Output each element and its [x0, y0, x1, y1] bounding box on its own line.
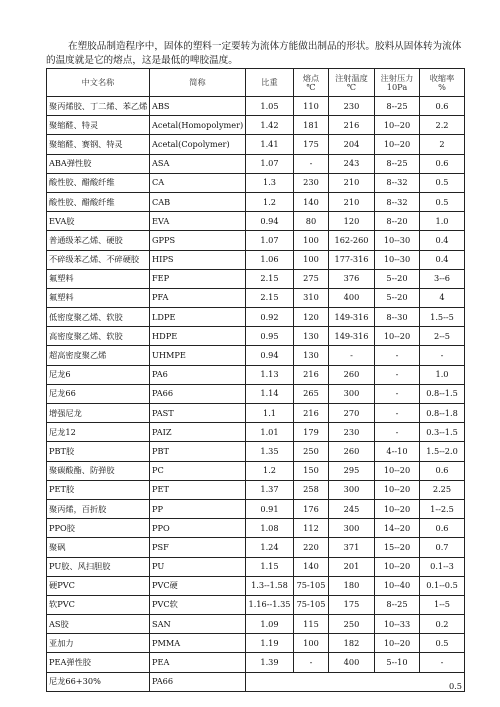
cell-shrinkage: 1--5 [420, 595, 465, 614]
cell-specific-gravity: 1.01 [246, 423, 294, 442]
cell-injection-temp: 245 [329, 499, 375, 518]
cell-injection-pressure: 10--20 [375, 557, 420, 576]
cell-abbr: PMMA [150, 634, 246, 653]
cell-melting-point: - [294, 653, 329, 672]
cell-shrinkage: 0.1--0.5 [420, 576, 465, 595]
cell-melting-point: 250 [294, 442, 329, 461]
header-shrinkage [420, 69, 465, 97]
header-specific-gravity: 比重 [246, 69, 294, 97]
cell-abbr: Acetal(Homopolymer) [150, 116, 246, 135]
cell-specific-gravity: 1.08 [246, 519, 294, 538]
cell-shrinkage: 0.5 [420, 173, 465, 192]
cell-shrinkage: 2.25 [420, 480, 465, 499]
cell-injection-temp: 210 [329, 173, 375, 192]
cell-melting-point: 80 [294, 212, 329, 231]
cell-injection-pressure: 5--10 [375, 653, 420, 672]
cell-melting-point: 75-105 [294, 595, 329, 614]
table-row [47, 173, 465, 192]
cell-injection-pressure: 5--20 [375, 269, 420, 288]
cell-shrinkage: 2.2 [420, 116, 465, 135]
table-row [47, 288, 465, 307]
cell-injection-temp: 250 [329, 615, 375, 634]
table-row [47, 365, 465, 384]
cell-name: PBT胶 [47, 442, 150, 461]
cell-shrinkage: 1--2.5 [420, 499, 465, 518]
cell-name: 聚缩醛、特灵 [47, 116, 150, 135]
table-row [47, 480, 465, 499]
cell-name: 聚砜 [47, 538, 150, 557]
cell-injection-temp: 400 [329, 288, 375, 307]
cell-specific-gravity: 0.94 [246, 212, 294, 231]
cell-specific-gravity: 1.16--1.35 [246, 595, 294, 614]
cell-name: 低密度聚乙烯、软胶 [47, 308, 150, 327]
cell-injection-pressure: 8--25 [375, 154, 420, 173]
table-row [47, 653, 465, 672]
cell-injection-pressure: - [375, 384, 420, 403]
table-row [47, 519, 465, 538]
cell-melting-point: 176 [294, 499, 329, 518]
cell-shrinkage: 0.3--1.5 [420, 423, 465, 442]
cell-injection-temp: 120 [329, 212, 375, 231]
table-row [47, 595, 465, 614]
cell-name: PEA弹性胶 [47, 653, 150, 672]
cell-injection-temp: 210 [329, 192, 375, 211]
cell-specific-gravity: 1.3 [246, 173, 294, 192]
cell-shrinkage: 0.7 [420, 538, 465, 557]
cell-specific-gravity: 1.3--1.58 [246, 576, 294, 595]
table-row [47, 384, 465, 403]
cell-shrinkage: 0.6 [420, 154, 465, 173]
cell-injection-temp: 162-260 [329, 231, 375, 250]
cell-specific-gravity: 1.41 [246, 135, 294, 154]
cell-shrinkage: 0.6 [420, 97, 465, 116]
cell-injection-pressure: 10--30 [375, 250, 420, 269]
cell-shrinkage: 0.1--3 [420, 557, 465, 576]
cell-name: 酸性胶、醋酸纤维 [47, 173, 150, 192]
cell-name: 不碎级苯乙烯、不碎硬胶 [47, 250, 150, 269]
cell-shrinkage: 0.4 [420, 250, 465, 269]
cell-specific-gravity: 0.91 [246, 499, 294, 518]
cell-injection-pressure: 15--20 [375, 538, 420, 557]
table-row [47, 615, 465, 634]
table-row [47, 557, 465, 576]
cell-injection-temp: 149-316 [329, 327, 375, 346]
cell-injection-pressure: 8--30 [375, 308, 420, 327]
cell-abbr: Acetal(Copolymer) [150, 135, 246, 154]
cell-injection-temp: 201 [329, 557, 375, 576]
cell-melting-point: 110 [294, 97, 329, 116]
cell-name: 软PVC [47, 595, 150, 614]
header-injection-temp-label: 注射温度 [335, 72, 368, 83]
cell-abbr: PBT [150, 442, 246, 461]
cell-name: 聚缩醛、赛钢、特灵 [47, 135, 150, 154]
cell-injection-pressure: 10--40 [375, 576, 420, 595]
cell-specific-gravity: 1.19 [246, 634, 294, 653]
cell-specific-gravity: 1.06 [246, 250, 294, 269]
cell-shrinkage: 1.0 [420, 365, 465, 384]
cell-melting-point: 140 [294, 192, 329, 211]
cell-name: 亚加力 [47, 634, 150, 653]
cell-injection-pressure: 8--32 [375, 173, 420, 192]
cell-abbr: GPPS [150, 231, 246, 250]
header-melting-point-unit: ℃ [306, 81, 316, 92]
cell-injection-temp: 376 [329, 269, 375, 288]
cell-injection-temp: 400 [329, 653, 375, 672]
cell-melting-point: - [294, 154, 329, 173]
cell-specific-gravity: 1.42 [246, 116, 294, 135]
table-row [47, 135, 465, 154]
cell-injection-temp: 182 [329, 634, 375, 653]
cell-specific-gravity: 1.35 [246, 442, 294, 461]
cell-melting-point: 115 [294, 615, 329, 634]
cell-abbr: CAB [150, 192, 246, 211]
cell-abbr: LDPE [150, 308, 246, 327]
cell-melting-point: 181 [294, 116, 329, 135]
table-row [47, 499, 465, 518]
cell-injection-temp: 270 [329, 404, 375, 423]
table-row [47, 308, 465, 327]
table-row [47, 212, 465, 231]
cell-abbr: PVC软 [150, 595, 246, 614]
cell-injection-temp: 180 [329, 576, 375, 595]
cell-abbr: PVC硬 [150, 576, 246, 595]
cell-name: 氟塑料 [47, 288, 150, 307]
cell-shrinkage: 2--5 [420, 327, 465, 346]
cell-specific-gravity: 1.15 [246, 557, 294, 576]
cell-abbr: PA66 [150, 384, 246, 403]
intro-paragraph: 在塑胶品制造程序中，固体的塑料一定要转为流体方能做出制品的形状。胶料从固体转为流体的温度就是它的熔点，这是最低的啤胶温度。 [46, 41, 462, 66]
header-injection-pressure [375, 69, 420, 97]
cell-melting-point: 216 [294, 365, 329, 384]
cell-abbr: PEA [150, 653, 246, 672]
cell-shrinkage: 0.2 [420, 615, 465, 634]
cell-injection-pressure: 8--32 [375, 192, 420, 211]
cell-injection-pressure: 10--20 [375, 499, 420, 518]
cell-melting-point: 220 [294, 538, 329, 557]
cell-melting-point: 179 [294, 423, 329, 442]
cell-specific-gravity: 1.1 [246, 404, 294, 423]
cell-specific-gravity: 1.24 [246, 538, 294, 557]
cell-injection-pressure: 10--20 [375, 634, 420, 653]
cell-melting-point: 140 [294, 557, 329, 576]
table-row [47, 442, 465, 461]
cell-specific-gravity: 1.05 [246, 97, 294, 116]
cell-melting-point: 265 [294, 384, 329, 403]
cell-specific-gravity: 1.07 [246, 231, 294, 250]
cell-melting-point: 130 [294, 346, 329, 365]
cell-shrinkage: - [420, 653, 465, 672]
cell-injection-pressure: 4--10 [375, 442, 420, 461]
cell-name: 聚丙烯胶、丁二烯、苯乙烯 [47, 97, 150, 116]
cell-abbr: ASA [150, 154, 246, 173]
header-shrinkage-label: 收缩率 [429, 72, 455, 83]
table-row [47, 231, 465, 250]
cell-abbr: HDPE [150, 327, 246, 346]
cell-shrinkage: 0.4 [420, 231, 465, 250]
cell-specific-gravity: 1.2 [246, 192, 294, 211]
cell-injection-pressure: 14--20 [375, 519, 420, 538]
cell-shrinkage: 0.5 [420, 634, 465, 653]
cell-injection-temp: 177-316 [329, 250, 375, 269]
cell-name: 酸性胶、醋酸纤维 [47, 192, 150, 211]
cell-name: EVA胶 [47, 212, 150, 231]
cell-injection-temp: 295 [329, 461, 375, 480]
cell-abbr: PU [150, 557, 246, 576]
cell-melting-point: 130 [294, 327, 329, 346]
cell-abbr: PSF [150, 538, 246, 557]
cell-shrinkage: - [420, 346, 465, 365]
cell-abbr: SAN [150, 615, 246, 634]
cell-shrinkage: 0.8--1.8 [420, 404, 465, 423]
table-row [47, 97, 465, 116]
cell-melting-point: 216 [294, 404, 329, 423]
cell-injection-pressure: 10--20 [375, 327, 420, 346]
cell-injection-pressure: - [375, 365, 420, 384]
cell-specific-gravity: 1.13 [246, 365, 294, 384]
header-injection-temp-unit: ℃ [346, 81, 357, 92]
cell-melting-point: 230 [294, 173, 329, 192]
cell-shrinkage: 0.6 [420, 461, 465, 480]
cell-injection-pressure: 10--20 [375, 480, 420, 499]
cell-abbr: PPO [150, 519, 246, 538]
cell-abbr: ABS [150, 97, 246, 116]
cell-name: AS胶 [47, 615, 150, 634]
cell-name: 超高密度聚乙烯 [47, 346, 150, 365]
table-row-last [47, 672, 465, 691]
cell-injection-temp: 300 [329, 519, 375, 538]
header-melting-point [294, 69, 329, 97]
table-row [47, 404, 465, 423]
cell-shrinkage: 0.5 [420, 192, 465, 211]
cell-abbr: PP [150, 499, 246, 518]
cell-name: 尼龙12 [47, 423, 150, 442]
header-row [47, 69, 465, 97]
cell-name: 氟塑料 [47, 269, 150, 288]
cell-injection-pressure: - [375, 346, 420, 365]
cell-specific-gravity: 1.39 [246, 653, 294, 672]
cell-shrinkage: 4 [420, 288, 465, 307]
cell-abbr: PC [150, 461, 246, 480]
cell-injection-temp: 149-316 [329, 308, 375, 327]
cell-abbr: CA [150, 173, 246, 192]
cell-melting-point: 150 [294, 461, 329, 480]
header-name: 中文名称 [47, 69, 150, 97]
table-row [47, 461, 465, 480]
cell-abbr: PET [150, 480, 246, 499]
cell-name: 高密度聚乙烯、软胶 [47, 327, 150, 346]
cell-shrinkage: 1.0 [420, 212, 465, 231]
cell-specific-gravity: 0.92 [246, 308, 294, 327]
cell-melting-point: 175 [294, 135, 329, 154]
cell-last-value: 0.5 [246, 672, 465, 691]
table-row [47, 423, 465, 442]
cell-injection-temp: - [329, 346, 375, 365]
cell-injection-temp: 371 [329, 538, 375, 557]
cell-melting-point: 112 [294, 519, 329, 538]
cell-injection-pressure: 8--20 [375, 212, 420, 231]
cell-specific-gravity: 2.15 [246, 288, 294, 307]
cell-shrinkage: 3--6 [420, 269, 465, 288]
cell-specific-gravity: 0.94 [246, 346, 294, 365]
cell-abbr: PAIZ [150, 423, 246, 442]
cell-name: PPO胶 [47, 519, 150, 538]
cell-melting-point: 100 [294, 250, 329, 269]
cell-injection-pressure: 8--25 [375, 595, 420, 614]
header-shrinkage-unit: % [438, 81, 446, 92]
header-injection-temp [329, 69, 375, 97]
cell-injection-temp: 175 [329, 595, 375, 614]
cell-name: 尼龙66 [47, 384, 150, 403]
cell-melting-point: 100 [294, 231, 329, 250]
cell-name: 普通级苯乙烯、硬胶 [47, 231, 150, 250]
table-row [47, 269, 465, 288]
table-row [47, 192, 465, 211]
cell-shrinkage: 0.8--1.5 [420, 384, 465, 403]
cell-injection-temp: 230 [329, 423, 375, 442]
cell-injection-pressure: 10--20 [375, 135, 420, 154]
cell-injection-temp: 216 [329, 116, 375, 135]
table-row [47, 327, 465, 346]
cell-shrinkage: 1.5--2.0 [420, 442, 465, 461]
table-row [47, 250, 465, 269]
header-abbr: 简称 [150, 69, 246, 97]
cell-abbr: HIPS [150, 250, 246, 269]
cell-name: 尼龙6 [47, 365, 150, 384]
cell-melting-point: 120 [294, 308, 329, 327]
cell-shrinkage: 1.5--5 [420, 308, 465, 327]
header-melting-point-label: 熔点 [302, 72, 320, 83]
table-row [47, 154, 465, 173]
cell-abbr: UHMPE [150, 346, 246, 365]
cell-abbr: EVA [150, 212, 246, 231]
cell-specific-gravity: 2.15 [246, 269, 294, 288]
cell-injection-temp: 243 [329, 154, 375, 173]
cell-injection-temp: 300 [329, 480, 375, 499]
cell-injection-temp: 260 [329, 442, 375, 461]
table-body [47, 97, 465, 692]
cell-injection-pressure: 10--30 [375, 231, 420, 250]
cell-name: 尼龙66+30% [47, 672, 150, 691]
cell-melting-point: 258 [294, 480, 329, 499]
table-row [47, 346, 465, 365]
cell-name: PU胶、风扫胆胶 [47, 557, 150, 576]
cell-abbr: PFA [150, 288, 246, 307]
cell-abbr: FEP [150, 269, 246, 288]
cell-melting-point: 310 [294, 288, 329, 307]
cell-shrinkage: 2 [420, 135, 465, 154]
cell-injection-temp: 260 [329, 365, 375, 384]
cell-injection-pressure: 10--20 [375, 461, 420, 480]
cell-specific-gravity: 1.09 [246, 615, 294, 634]
plastics-table [46, 68, 465, 692]
cell-injection-temp: 230 [329, 97, 375, 116]
cell-melting-point: 100 [294, 634, 329, 653]
cell-specific-gravity: 1.37 [246, 480, 294, 499]
cell-injection-temp: 300 [329, 384, 375, 403]
cell-injection-pressure: 8--25 [375, 97, 420, 116]
cell-shrinkage: 0.6 [420, 519, 465, 538]
cell-specific-gravity: 0.95 [246, 327, 294, 346]
header-injection-pressure-label: 注射压力 [380, 72, 414, 83]
table-row [47, 634, 465, 653]
cell-injection-pressure: 10--33 [375, 615, 420, 634]
cell-name: 硬PVC [47, 576, 150, 595]
cell-name: 增强尼龙 [47, 404, 150, 423]
cell-melting-point: 275 [294, 269, 329, 288]
cell-injection-pressure: - [375, 423, 420, 442]
cell-name: PET胶 [47, 480, 150, 499]
cell-injection-pressure: 5--20 [375, 288, 420, 307]
cell-specific-gravity: 1.14 [246, 384, 294, 403]
cell-injection-temp: 204 [329, 135, 375, 154]
table-row [47, 116, 465, 135]
cell-name: 聚碳酸酯、防弹胶 [47, 461, 150, 480]
cell-abbr: PA66 [150, 672, 246, 691]
cell-abbr: PA6 [150, 365, 246, 384]
header-injection-pressure-unit: 10Pa [386, 81, 408, 92]
table-row [47, 538, 465, 557]
cell-specific-gravity: 1.07 [246, 154, 294, 173]
cell-name: 聚丙烯，百折胶 [47, 499, 150, 518]
cell-specific-gravity: 1.2 [246, 461, 294, 480]
cell-injection-pressure: - [375, 404, 420, 423]
cell-abbr: PAST [150, 404, 246, 423]
table-row [47, 576, 465, 595]
cell-melting-point: 75-105 [294, 576, 329, 595]
cell-injection-pressure: 10--20 [375, 116, 420, 135]
cell-name: ABA弹性胶 [47, 154, 150, 173]
